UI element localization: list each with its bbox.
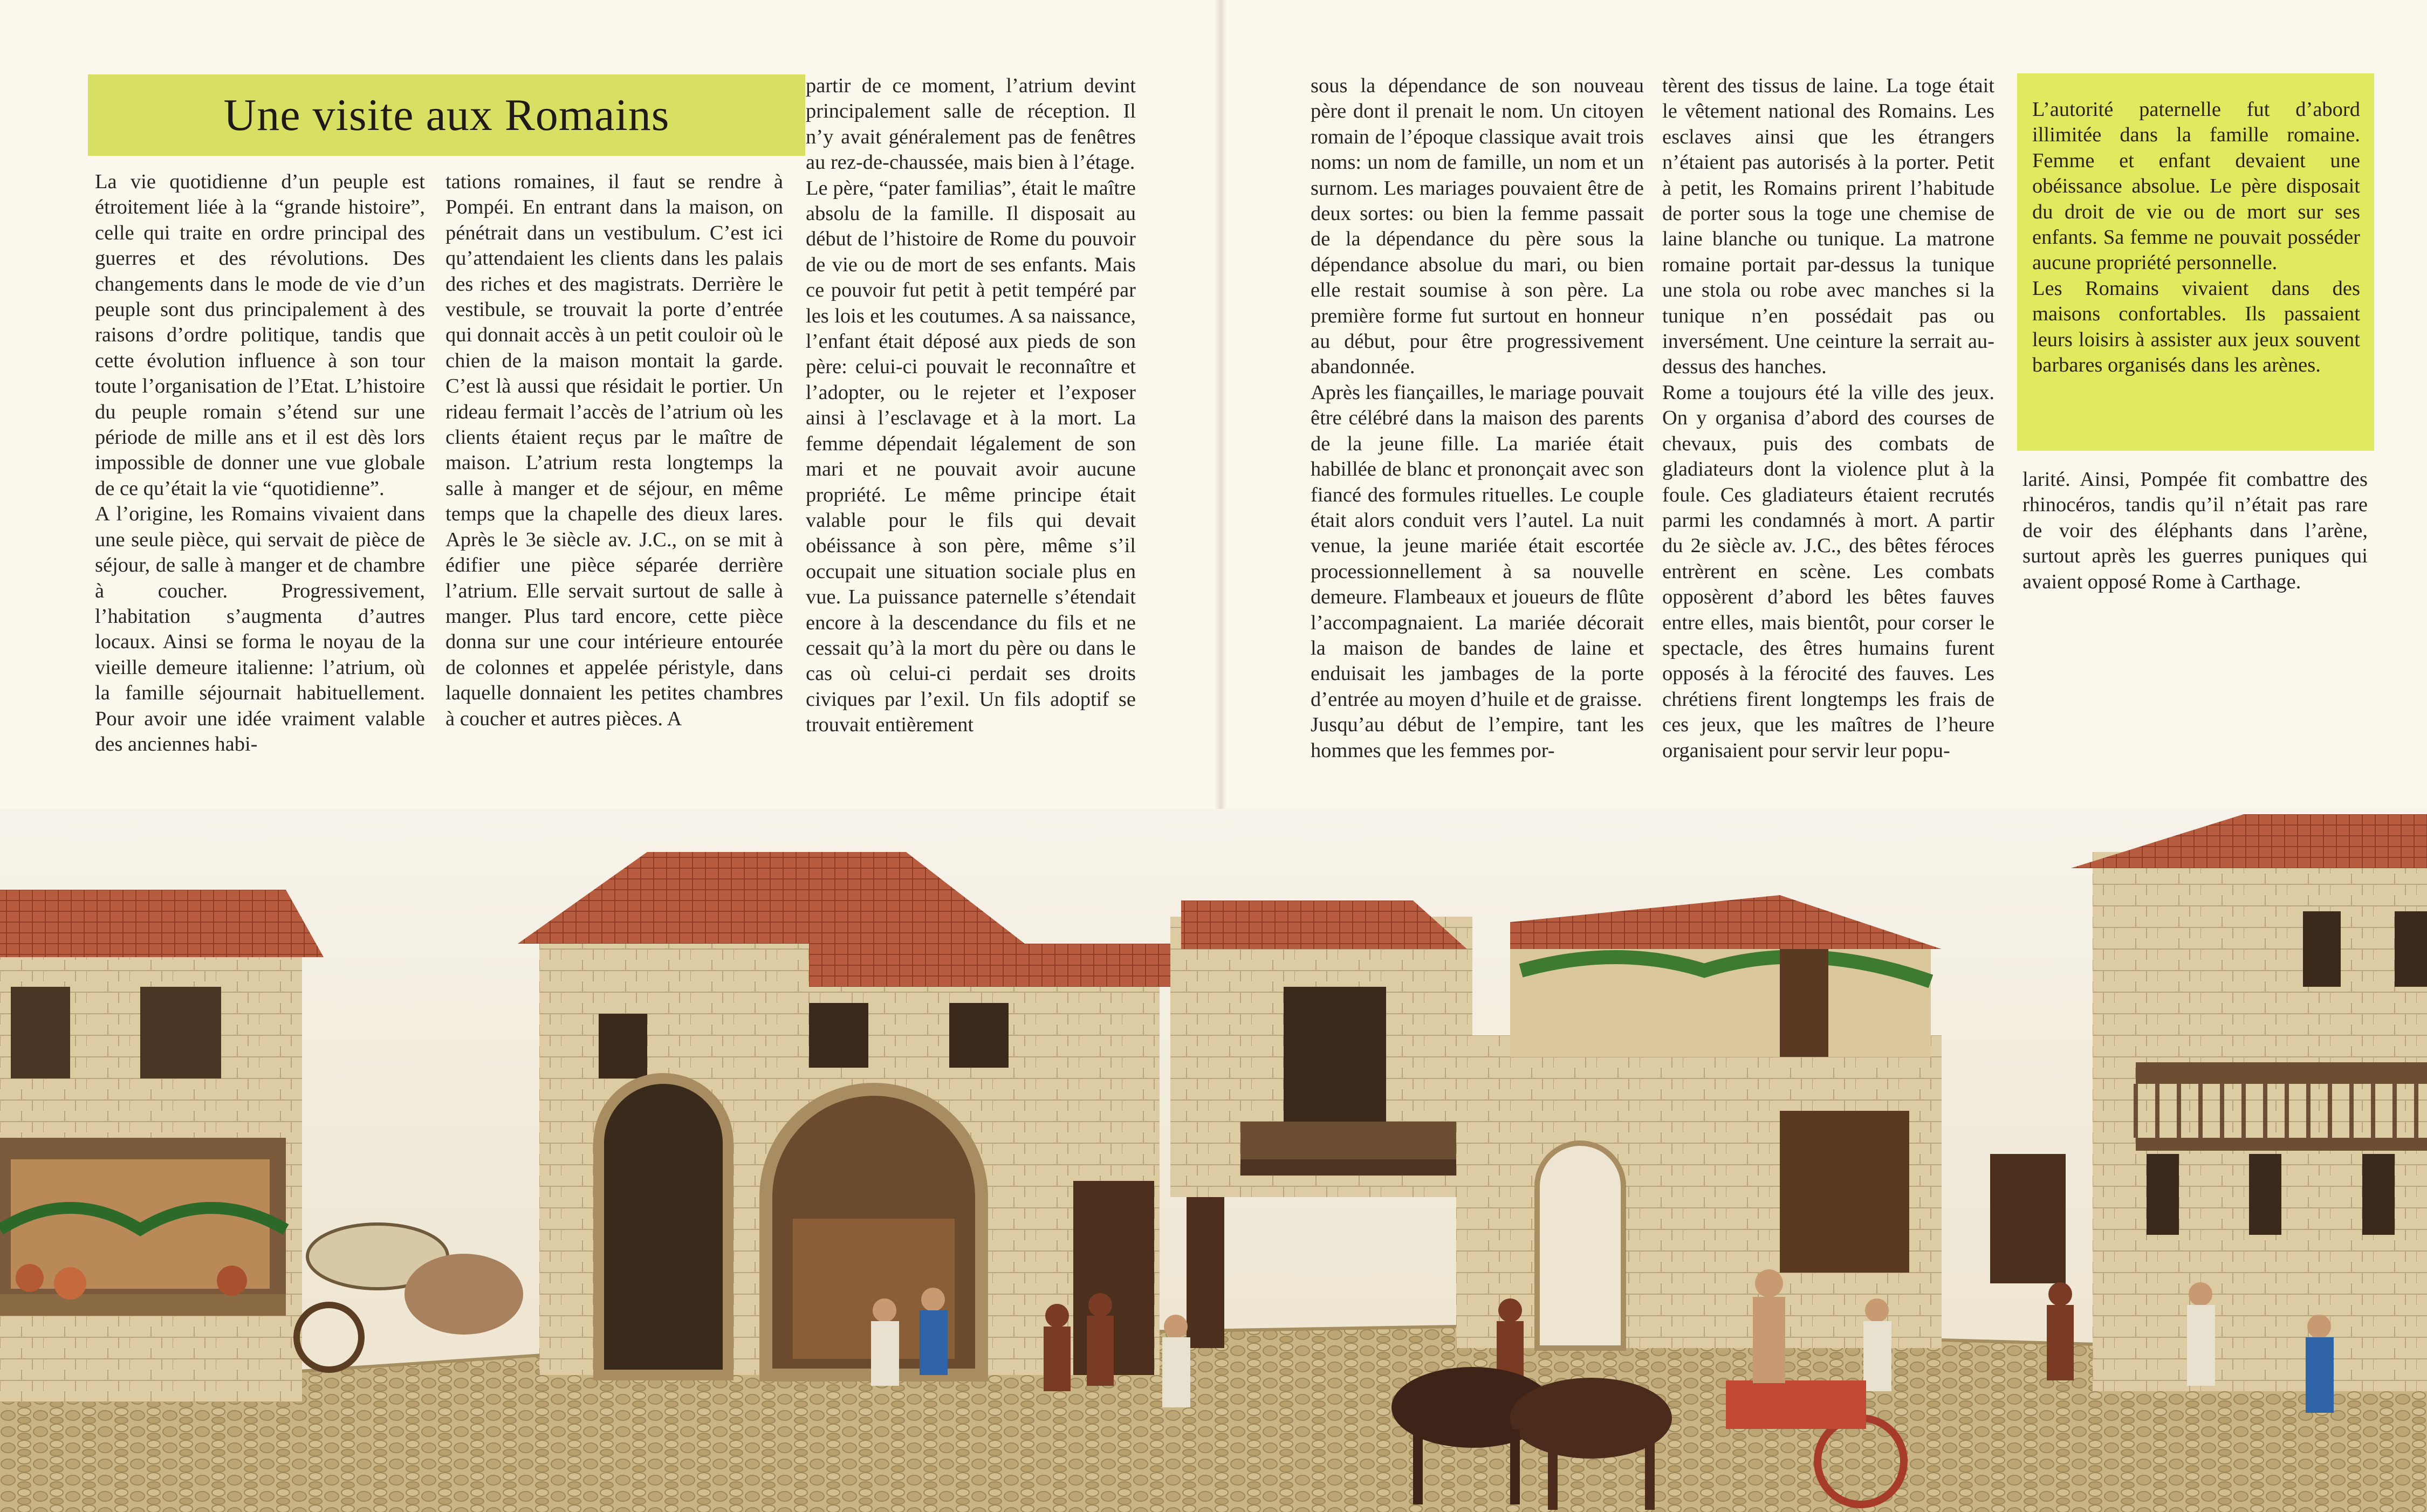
page-title: Une visite aux Romains [223,90,670,140]
highlight-note-box [2017,73,2374,451]
paragraph: tations romaines, il faut se rendre à Pompéi. En entrant dans la maison, on pénétrait dans un vestibulum. C’est ici qu’attendaient les clients dans les palais des riches et des magistrats. Derrière le vestibule, se trouvait la porte d’entrée qui donnait accès à un petit couloir où le chien de la maison montait la garde. C’est là aussi que résidait le portier. Un rideau fermait l’accès de l’atrium où les clients étaient reçus par le maître de maison. L’atrium resta longtemps la salle à manger et de séjour, en même temps que la chapelle des dieux lares. Après le 3e siècle av. J.C., on se mit à édifier une pièce séparée derrière l’atrium. Elle servait surtout de salle à manger. Plus tard encore, cette pièce donna sur une cour intérieure entourée de colonnes et appelée péristyle, dans laquelle donnaient les petites chambres à coucher et autres pièces. A [445,170,783,730]
page-gutter [1215,0,1226,814]
paragraph: tèrent des tissus de laine. La toge était le vêtement national des Romains. Les esclaves ainsi que les étrangers n’étaient pas autorisés à la porter. Petit à petit, les Romains prirent l’habitude de porter sous la toge une chemise de laine blanche ou tunique. La matrone romaine portait par-dessus la tunique une stola ou robe avec manches si la tunique n’en possédait pas ou inversément. Une ceinture la serrait au-dessus des hanches. [1662,74,1994,379]
paragraph: Rome a toujours été la ville des jeux. On y organisa d’abord des courses de chevaux, puis des combats de gladiateurs dont la violence plut à la foule. Ces gladiateurs étaient recrutés parmi les condamnés à mort. A partir du 2e siècle av. J.C., des bêtes féroces entrèrent en scène. Les combats opposèrent d’abord les bêtes fauves entre elles, mais bientôt, pour corser le spectacle, des êtres humains furent opposés à la férocité des fauves. Les chrétiens firent longtemps les frais de ces jeux, que les maîtres de l’heure organisaient pour servir leur popu- [1662,381,1994,762]
paragraph: larité. Ainsi, Pompée fit combattre des rhinocéros, tandis qu’il n’était pas rare de voir des éléphants dans l’arène, surtout après les guerres puniques qui avaient opposé Rome à Carthage. [2022,468,2368,593]
note-paragraph: L’autorité paternelle fut d’abord illimitée dans la famille romaine. Femme et enfant devaient une obéissance absolue. Le père disposait du droit de vie ou de mort sur ses enfants. Sa femme ne pouvait posséder aucune propriété personnelle. [2032,98,2360,274]
text-column-6 [2022,467,2368,613]
title-box [88,74,805,156]
text-column-5 [1662,73,1994,796]
text-column-1 [95,169,425,795]
paragraph: Le père, “pater familias”, était le maître absolu de la famille. Il disposait au début de l’histoire de Rome du pouvoir de vie ou de mort de ses enfants. Mais ce pouvoir fut petit à petit tempéré par les lois et les coutumes. A sa naissance, l’enfant était déposé aux pieds de son père: celui-ci pouvait le reconnaître et l’adopter, ou le rejeter et l’exposer ainsi à l’esclavage et à la mort. La femme dépendait légalement de son mari et ne pouvait avoir aucune propriété. Le même principe était valable pour le fils qui devait obéissance à son père, même s’il occupait une situation sociale plus en vue. La puissance paternelle s’étendait encore à la descendance du fils et ne cessait qu’à la mort du père ou dans le cas où celui-ci perdait ses droits civiques par l’exil. Un fils adoptif se trouvait entièrement [806,176,1136,737]
paragraph: partir de ce moment, l’atrium devint principalement salle de réception. Il n’y avait généralement pas de fenêtres au rez-de-chaussée, mais bien à l’étage. [806,74,1136,174]
paragraph: La vie quotidienne d’un peuple est étroitement liée à la “grande histoire”, celle qui traite en ordre principal des guerres et des révolutions. Des changements dans le mode de vie d’un peuple sont dus principalement à des raisons d’ordre politique, tandis que cette évolution influence à son tour toute l’organisation de l’Etat. L’histoire du peuple romain s’étend sur une période de mille ans et il est dès lors impossible de donner une vue globale de ce qu’était la vie “quotidienne”. [95,170,425,500]
text-column-4 [1311,73,1644,796]
paragraph: A l’origine, les Romains vivaient dans une seule pièce, qui servait de pièce de séjour, de salle à manger et de chambre à coucher. Progressivement, l’habitation s’augmenta d’autres locaux. Ainsi se forma le noyau de la vieille demeure italienne: l’atrium, où la famille séjournait habituellement. Pour avoir une idée vraiment valable des anciennes habi- [95,503,425,755]
paragraph: sous la dépendance de son nouveau père dont il prenait le nom. Un citoyen romain de l’époque classique avait trois noms: un nom de famille, un nom et un surnom. Les mariages pouvaient être de deux sortes: ou bien la femme passait de la dépendance du père sous la dépendance absolue du mari, ou bien elle restait soumise à son père. La première forme fut surtout en honneur au début, pour être progressivement abandonnée. [1311,74,1644,379]
text-column-3 [806,73,1136,796]
roman-street-illustration [0,809,2427,1512]
paragraph: Jusqu’au début de l’empire, tant les hommes que les femmes por- [1311,713,1644,762]
note-paragraph: Les Romains vivaient dans des maisons confortables. Ils passaient leurs loisirs à assister aux jeux souvent barbares organisés dans les arènes. [2032,277,2360,377]
paragraph: Après les fiançailles, le mariage pouvait être célébré dans la maison des parents de la jeune fille. La mariée était habillée de blanc et prononçait avec son fiancé des formules rituelles. Le couple était alors conduit vers l’autel. La nuit venue, la jeune mariée était escortée processionnellement à sa nouvelle demeure. Flambeaux et joueurs de flûte l’accompagnaient. La mariée décorait la maison de bandes de laine et enduisait les jambages de la porte d’entrée au moyen d’huile et de graisse. [1311,381,1644,711]
text-column-2 [445,169,783,795]
